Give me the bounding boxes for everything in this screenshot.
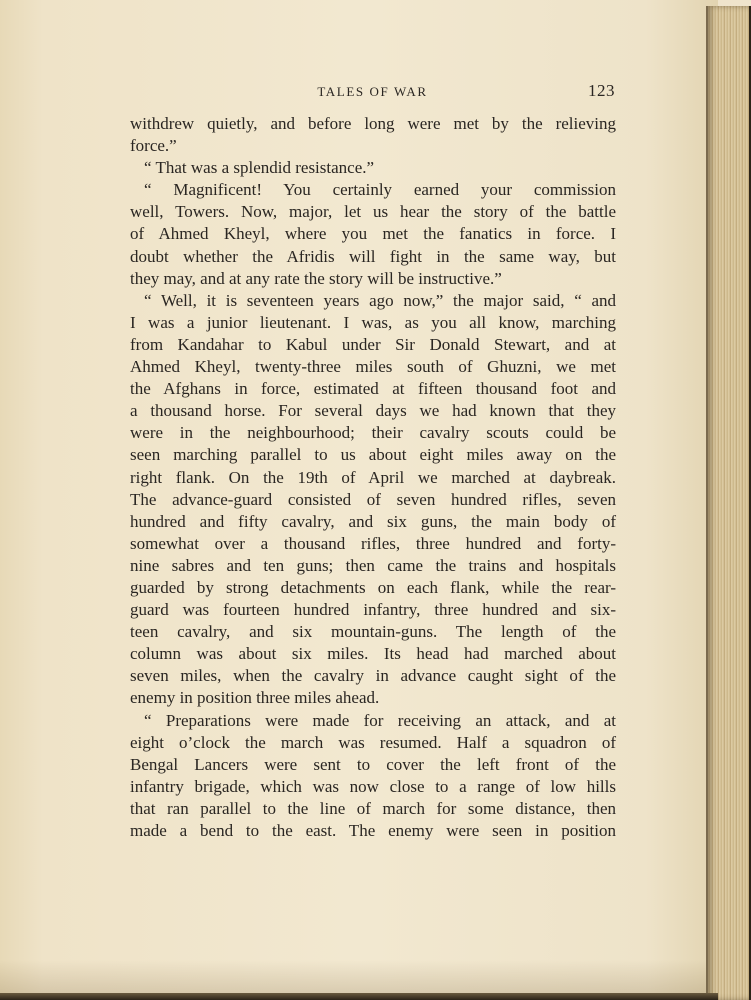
text-line: The advance-guard consisted of seven hundred rifles, seven [130,489,616,509]
text-line: I was a junior lieutenant. I was, as you all know, marching [130,312,616,332]
text-line: seen marching parallel to us about eight miles away on the [130,445,616,465]
text-line: a thousand horse. For several days we had known that they [130,401,616,421]
text-line: force.” [130,136,177,156]
text-line: well, Towers. Now, major, let us hear the story of the battle [130,202,616,222]
text-line: Ahmed Kheyl, twenty-three miles south of Ghuzni, we met [130,357,616,377]
text-line: eight o’clock the march was resumed. Half a squadron of [130,732,616,752]
text-line: Bengal Lancers were sent to cover the left front of the [130,754,616,774]
text-line: “ Well, it is seventeen years ago now,” the major said, “ and [144,290,616,310]
text-line: infantry brigade, which was now close to a range of low hills [130,776,616,796]
text-line: guarded by strong detachments on each flank, while the rear- [130,577,616,597]
text-line: were in the neighbourhood; their cavalry scouts could be [130,423,616,443]
page-header [130,81,615,103]
text-line: somewhat over a thousand rifles, three hundred and forty- [130,533,616,553]
text-line: doubt whether the Afridis will fight in the same way, but [130,246,616,266]
text-line: “ Magnificent! You certainly earned your commission [144,180,616,200]
page-edges [706,6,751,1000]
text-line: guard was fourteen hundred infantry, three hundred and six- [130,600,616,620]
text-line: nine sabres and ten guns; then came the trains and hospitals [130,555,616,575]
text-line: “ That was a splendid resistance.” [144,158,375,178]
text-line: from Kandahar to Kabul under Sir Donald Stewart, and at [130,334,616,354]
text-line: withdrew quietly, and before long were met by the relieving [130,114,616,133]
running-title: TALES OF WAR [317,84,428,99]
text-line: of Ahmed Kheyl, where you met the fanatics in force. I [130,224,616,244]
page-number: 123 [588,81,615,100]
text-line: hundred and fifty cavalry, and six guns, the main body of [130,511,616,531]
text-line: “ Preparations were made for receiving an attack, and at [144,710,616,730]
text-line: seven miles, when the cavalry in advance caught sight of the [130,666,616,686]
text-line: enemy in position three miles ahead. [130,688,380,708]
text-line: the Afghans in force, estimated at fifteen thousand foot and [130,379,616,399]
text-line: made a bend to the east. The enemy were seen in position [130,821,616,840]
text-line: they may, and at any rate the story will be instructive.” [130,268,502,288]
text-line: right flank. On the 19th of April we marched at daybreak. [130,467,616,487]
text-line: teen cavalry, and six mountain-guns. The length of the [130,622,616,642]
text-line: column was about six miles. Its head had marched about [130,644,616,664]
text-line: that ran parallel to the line of march for some distance, then [130,798,616,818]
body-text [130,113,616,842]
bottom-edge [0,993,718,1000]
